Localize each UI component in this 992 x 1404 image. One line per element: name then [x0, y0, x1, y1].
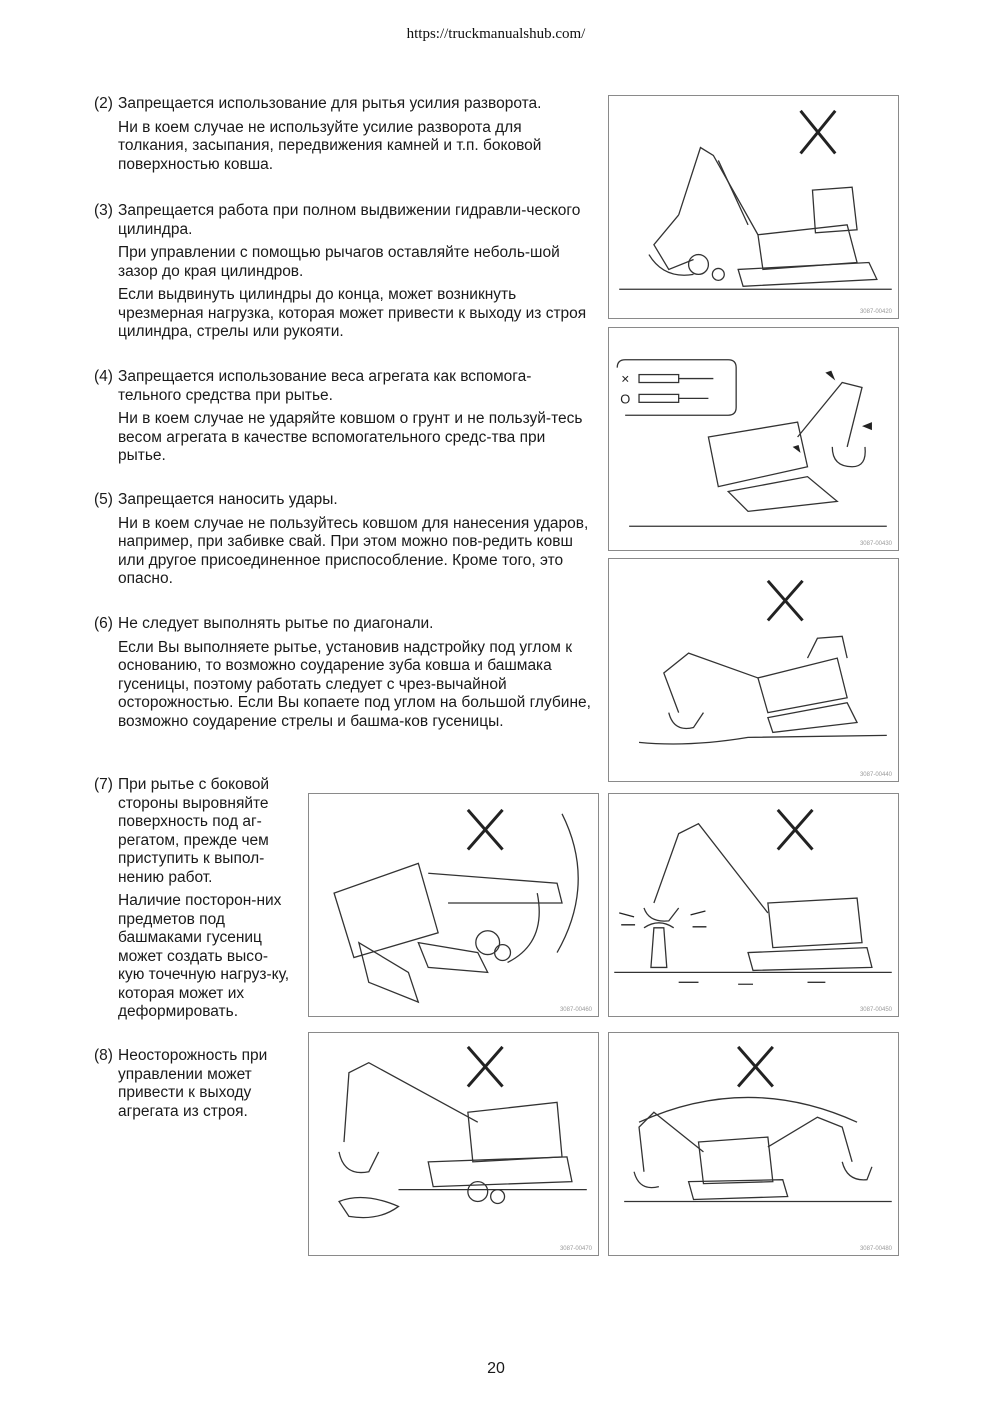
excavator-illustration	[609, 794, 898, 1016]
excavator-illustration	[609, 96, 898, 318]
item-paragraph: Ни в коем случае не пользуйтесь ковшом для нанесения ударов, например, при забивке свай. При этом можно пов-редить ковш или другое присоединенное приспособление. Кроме того, это опасно.	[118, 514, 589, 587]
item-number: (4)	[94, 368, 113, 385]
item-6	[94, 615, 594, 731]
excavator-illustration	[609, 328, 898, 550]
figure-careless-handling-1	[308, 1032, 599, 1256]
source-url[interactable]: https://truckmanualshub.com/	[406, 26, 586, 42]
prohibited-cross-icon	[738, 1047, 773, 1087]
item-heading: Запрещается работа при полном выдвижении гидравли-ческого цилиндра.	[118, 202, 581, 238]
item-paragraph: Если Вы выполняете рытье, установив надстройку под углом к основанию, то возможно соударение зуба ковша и башмака гусеницы, поэтому работать следует с чрез-вычайной осторожностью. Если Вы копаете под углом на большой глубине, возможно соударение стрелы и башма-ков гусеницы.	[118, 638, 591, 730]
item-number: (6)	[94, 615, 113, 632]
item-paragraph: Ни в коем случае не ударяйте ковшом о грунт и не пользуй-тесь весом агрегата в качестве вспомогательного средс-тва при рытье.	[118, 410, 583, 464]
item-heading: Запрещается использование для рытья усилия разворота.	[118, 95, 542, 112]
prohibited-cross-icon	[801, 111, 836, 154]
prohibited-cross-icon	[468, 1047, 503, 1087]
excavator-illustration	[609, 559, 898, 781]
item-3	[94, 202, 594, 342]
item-5	[94, 491, 594, 589]
item-heading: Неосторожность при управлении может привести к выходу агрегата из строя.	[118, 1047, 268, 1120]
item-heading: Не следует выполнять рытье по диагонали.	[118, 615, 434, 632]
cylinder-diagram	[617, 360, 736, 416]
excavator-illustration	[309, 794, 598, 1016]
item-number: (3)	[94, 202, 113, 219]
item-8	[94, 1047, 290, 1121]
item-heading: При рытье с боковой стороны выровняйте поверхность под аг-регатом, прежде чем приступить к выпол-нению работ.	[118, 776, 270, 886]
figure-swing-force	[608, 95, 899, 319]
item-number: (5)	[94, 491, 113, 508]
item-heading: Запрещается использование веса агрегата как вспомога-тельного средства при рытье.	[118, 368, 532, 404]
figure-code: 3087-00430	[859, 541, 892, 547]
item-number: (8)	[94, 1047, 113, 1064]
figure-code: 3087-00480	[859, 1246, 892, 1252]
item-heading: Запрещается наносить удары.	[118, 491, 338, 508]
excavator-illustration	[309, 1033, 598, 1255]
item-paragraph: Наличие посторон-них предметов под башмаками гусениц может создать высо-кую точечную нагруз-ку, которая может их деформировать.	[118, 892, 290, 1020]
item-paragraph: Если выдвинуть цилиндры до конца, может возникнуть чрезмерная нагрузка, которая может привести к выходу из строя цилиндра, стрелы или рукояти.	[118, 286, 587, 340]
figure-code: 3087-00420	[859, 309, 892, 315]
figure-careless-handling-2	[608, 1032, 899, 1256]
x-mark-icon: ×	[621, 370, 630, 387]
figure-code: 3087-00440	[859, 772, 892, 778]
prohibited-cross-icon	[768, 581, 803, 621]
item-number: (2)	[94, 95, 113, 112]
item-4	[94, 368, 594, 466]
item-paragraph: При управлении с помощью рычагов оставляйте неболь-шой зазор до края цилиндров.	[118, 244, 560, 280]
figure-striking	[608, 793, 899, 1017]
figure-code: 3087-00450	[859, 1007, 892, 1013]
figure-side-digging	[308, 793, 599, 1017]
arrow-icon	[793, 371, 872, 453]
figure-code: 3087-00460	[559, 1007, 592, 1013]
prohibited-cross-icon	[778, 810, 813, 850]
item-paragraph: Ни в коем случае не используйте усилие разворота для толкания, засыпания, передвижения камней и т.п. боковой поверхностью ковша.	[118, 118, 542, 173]
prohibited-cross-icon	[468, 810, 503, 850]
item-number: (7)	[94, 776, 113, 793]
item-7	[94, 776, 290, 1022]
item-2	[94, 95, 594, 174]
impact-lines-icon	[619, 911, 706, 927]
figure-code: 3087-00470	[559, 1246, 592, 1252]
figure-cylinder-stroke	[608, 327, 899, 551]
page-number: 20	[487, 1360, 505, 1377]
excavator-illustration	[609, 1033, 898, 1255]
figure-diagonal-digging	[608, 558, 899, 782]
o-mark-icon: O	[620, 391, 631, 407]
